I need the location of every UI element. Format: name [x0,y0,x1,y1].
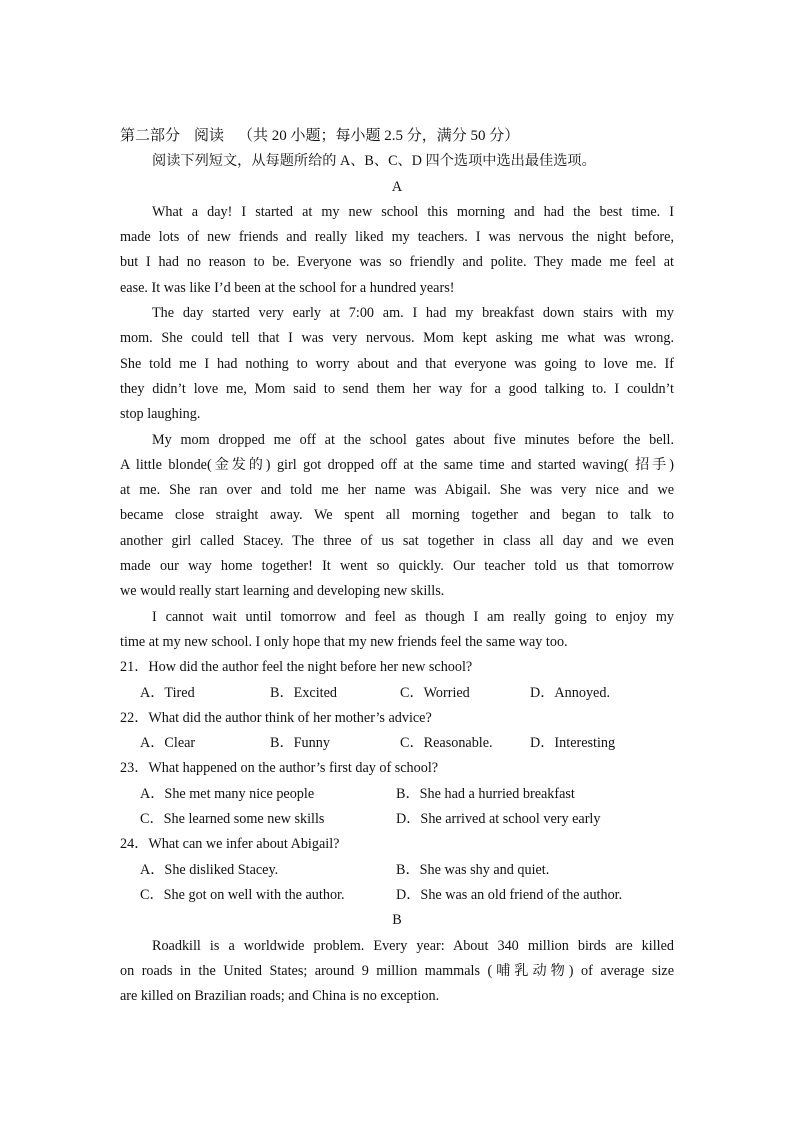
passage-line: ease. It was like I’d been at the school for a hundred years! [120,279,455,296]
passage-line: mom. She could tell that I was very nervous. Mom kept asking me what was wrong. [120,330,674,347]
question-stem: 23．What happened on the author’s first day of school? [120,760,439,777]
option-a[interactable]: A．Clear [140,735,196,752]
passage-line: they didn’t love me, Mom said to send them her way for a good talking to. I couldn’t [120,380,674,397]
question-options [120,731,674,756]
passage-line: on roads in the United States; around 9 million mammals (哺乳动物) of average size [120,962,674,979]
passage-line: made lots of new friends and really liked my teachers. I was nervous the night before, [120,229,674,246]
question-options [120,681,674,706]
passage-line: She told me I had nothing to worry about and that everyone was going to love me. If [120,355,674,372]
section-title: 阅读 [194,128,225,144]
passage-line: stop laughing. [120,406,201,423]
option-d[interactable]: D．She arrived at school very early [396,811,601,828]
option-a[interactable]: A．She met many nice people [140,785,315,802]
question-options [120,807,674,832]
passage-a [120,200,674,655]
passage-line: but I had no reason to be. Everyone was so friendly and polite. They made me feel at [120,254,674,271]
option-b[interactable]: B．She was shy and quiet. [396,861,550,878]
passage-line: made our way home together! It went so quickly. Our teacher told us that tomorrow [120,558,674,575]
passage-b-label: B [392,912,402,929]
reading-section [120,124,674,1009]
question-stem: 21．How did the author feel the night before her new school? [120,659,473,676]
passage-a-label: A [391,178,403,195]
question-21 [120,655,674,706]
passage-b [120,934,674,1010]
question-stem: 24．What can we infer about Abigail? [120,836,340,853]
question-options [120,883,674,908]
question-options [120,782,674,807]
passage-line: another girl called Stacey. The three of us sat together in class all day and we even [120,532,674,549]
question-22 [120,706,674,757]
passage-line: My mom dropped me off at the school gates about five minutes before the bell. [152,431,674,448]
option-d[interactable]: D．Interesting [530,735,616,752]
option-b[interactable]: B．Excited [270,684,337,701]
question-24 [120,832,674,908]
option-b[interactable]: B．Funny [270,735,330,752]
question-stem: 22．What did the author think of her mother’s advice? [120,709,432,726]
option-b[interactable]: B．She had a hurried breakfast [396,785,575,802]
section-note: （共 20 小题；每小题 2.5 分，满分 50 分） [238,128,520,144]
passage-line: we would really start learning and developing new skills. [120,583,445,600]
passage-line: I cannot wait until tomorrow and feel as though I am really going to enjoy my [152,608,674,625]
option-c[interactable]: C．Worried [400,684,470,701]
question-options [120,858,674,883]
passage-line: time at my new school. I only hope that my new friends feel the same way too. [120,633,568,650]
option-c[interactable]: C．Reasonable. [400,735,493,752]
option-d[interactable]: D．Annoyed. [530,684,610,701]
option-c[interactable]: C．She learned some new skills [140,811,325,828]
option-d[interactable]: D．She was an old friend of the author. [396,886,623,903]
passage-line: became close straight away. We spent all morning together and began to talk to [120,507,674,524]
section-part: 第二部分 [120,128,181,144]
option-a[interactable]: A．Tired [140,684,195,701]
option-c[interactable]: C．She got on well with the author. [140,886,345,903]
option-a[interactable]: A．She disliked Stacey. [140,861,279,878]
passage-line: The day started very early at 7:00 am. I had my breakfast down stairs with my [152,305,674,322]
section-instruction: 阅读下列短文，从每题所给的 A、B、C、D 四个选项中选出最佳选项。 [152,153,596,170]
passage-line: What a day! I started at my new school this morning and had the best time. I [152,203,674,220]
passage-line: Roadkill is a worldwide problem. Every year: About 340 million birds are killed [152,937,674,954]
passage-line: at me. She ran over and told me her name was Abigail. She was very nice and we [120,482,674,499]
passage-line: A little blonde(金发的) girl got dropped off at the same time and started waving( 招手) [120,456,674,473]
section-heading [120,124,674,149]
question-23 [120,756,674,832]
passage-line: are killed on Brazilian roads; and China is no exception. [120,988,440,1005]
